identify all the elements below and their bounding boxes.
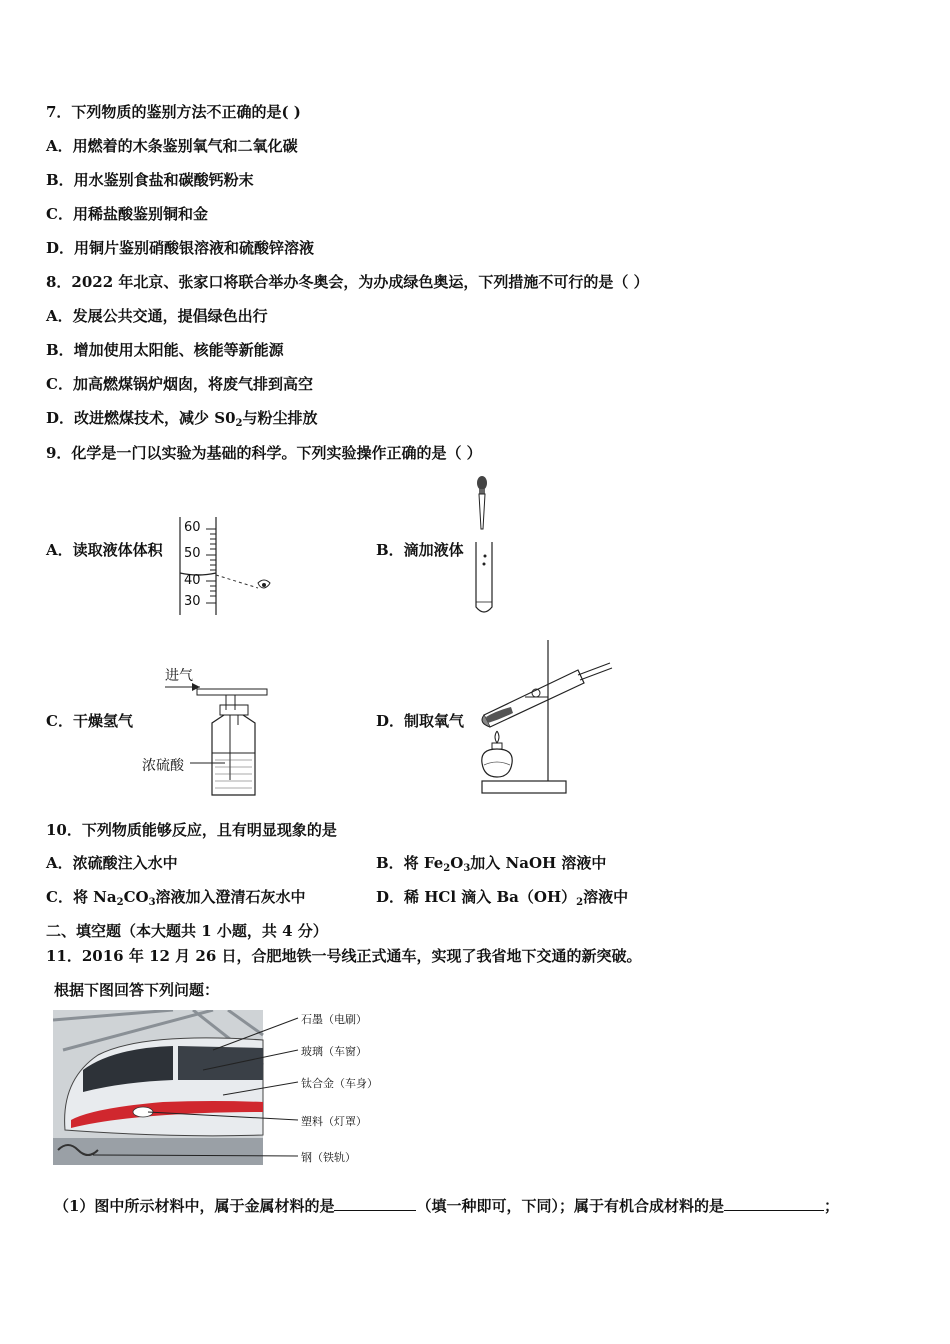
q9-option-a: A．读取液体体积 bbox=[46, 541, 163, 559]
q9-option-c: C．干燥氢气 bbox=[46, 712, 133, 730]
q8-option-b: B．增加使用太阳能、核能等新能源 bbox=[46, 341, 284, 359]
q7-option-a: A．用燃着的木条鉴别氧气和二氧化碳 bbox=[46, 137, 298, 155]
q10-option-a: A．浓硫酸注入水中 bbox=[46, 854, 178, 872]
q10-option-c: C．将 $Na_2CO_3$溶液加入澄清石灰水中 bbox=[46, 888, 306, 908]
cylinder-tick-40: 40 bbox=[184, 573, 201, 588]
q8-option-d: D．改进燃煤技术，减少 $S0_2$与粉尘排放 bbox=[46, 409, 318, 429]
label-titanium-alloy: 钛合金（车身） bbox=[301, 1077, 378, 1090]
oxygen-apparatus-figure bbox=[470, 635, 620, 797]
sulfuric-acid-label: 浓硫酸 bbox=[142, 758, 184, 774]
answer-blank-synthetic[interactable] bbox=[724, 1196, 824, 1211]
gas-inlet-label: 进气 bbox=[165, 668, 193, 684]
q11-intro: 根据下图回答下列问题： bbox=[54, 981, 220, 999]
label-plastic: 塑料（灯罩） bbox=[301, 1115, 367, 1128]
cylinder-reading-figure bbox=[176, 515, 286, 620]
q7-option-b: B．用水鉴别食盐和碳酸钙粉末 bbox=[46, 171, 254, 189]
q7-stem: 7．下列物质的鉴别方法不正确的是( ) bbox=[46, 103, 301, 121]
label-steel: 钢（铁轨） bbox=[301, 1151, 356, 1164]
gas-washing-bottle-figure bbox=[140, 665, 275, 805]
q9-option-d: D．制取氧气 bbox=[376, 712, 465, 730]
q9-stem: 9．化学是一门以实验为基础的科学。下列实验操作正确的是（ ） bbox=[46, 444, 482, 462]
cylinder-tick-50: 50 bbox=[184, 546, 201, 561]
q7-option-c: C．用稀盐酸鉴别铜和金 bbox=[46, 205, 208, 223]
label-glass: 玻璃（车窗） bbox=[301, 1045, 367, 1058]
metro-train-figure bbox=[53, 1010, 378, 1168]
q10-option-d: D．稀 HCl 滴入 $Ba(OH)_2$溶液中 bbox=[376, 888, 629, 908]
q8-option-a: A．发展公共交通，提倡绿色出行 bbox=[46, 307, 268, 325]
q10-option-b: B．将 $Fe_2O_3$加入 NaOH 溶液中 bbox=[376, 854, 607, 874]
q8-option-c: C．加高燃煤锅炉烟囱，将废气排到高空 bbox=[46, 375, 313, 393]
q10-stem: 10．下列物质能够反应，且有明显现象的是 bbox=[46, 821, 337, 839]
q11-stem: 11．2016 年 12 月 26 日，合肥地铁一号线正式通车，实现了我省地下交通的新突破。 bbox=[46, 947, 642, 965]
q8-stem: 8．2022 年北京、张家口将联合举办冬奥会，为办成绿色奥运，下列措施不可行的是（ ） bbox=[46, 273, 649, 291]
q7-option-d: D．用铜片鉴别硝酸银溶液和硫酸锌溶液 bbox=[46, 239, 315, 257]
dropper-figure bbox=[468, 474, 500, 619]
q9-option-b: B．滴加液体 bbox=[376, 541, 464, 559]
cylinder-tick-30: 30 bbox=[184, 594, 201, 609]
q11-part1: （1）图中所示材料中，属于金属材料的是 （填一种即可，下同）；属于有机合成材料的是 ； bbox=[54, 1197, 839, 1215]
section-2-heading: 二、填空题（本大题共 1 小题，共 4 分） bbox=[46, 922, 328, 940]
answer-blank-metal[interactable] bbox=[334, 1196, 416, 1211]
cylinder-tick-60: 60 bbox=[184, 520, 201, 535]
label-graphite: 石墨（电刷） bbox=[301, 1013, 367, 1026]
